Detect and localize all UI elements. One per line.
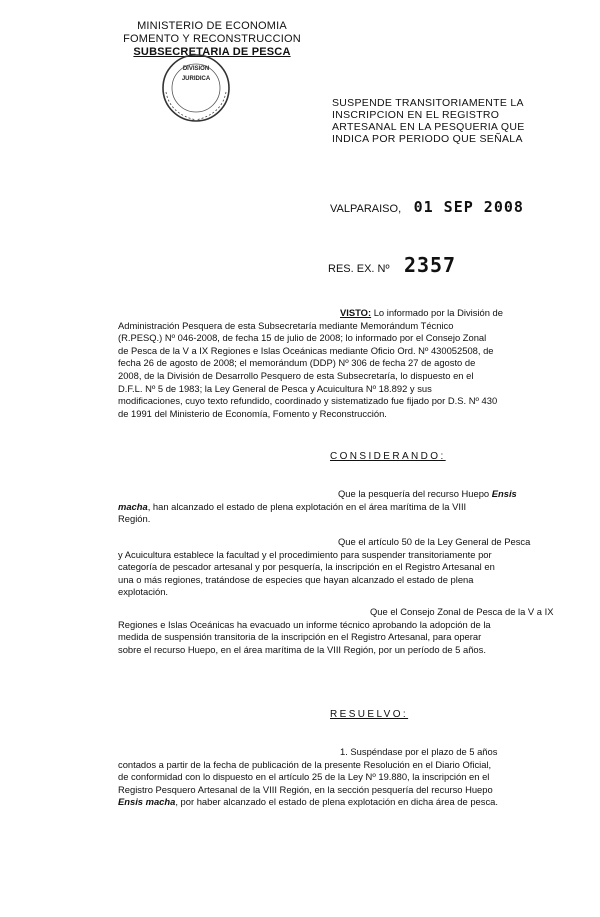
place-name: VALPARAISO,: [330, 203, 402, 215]
species-name: macha: [118, 500, 148, 512]
considerando-heading: CONSIDERANDO:: [330, 451, 446, 462]
considerando-text: y Acuicultura establece la facultad y el procedimiento para suspender transitoriamente por: [118, 548, 492, 560]
resolution-number-line: [328, 253, 456, 277]
resolution-label: RES. EX. Nº: [328, 263, 390, 275]
considerando-text: Región.: [118, 513, 151, 525]
resuelvo-heading: RESUELVO:: [330, 709, 409, 720]
subject-line: INSCRIPCION EN EL REGISTRO: [332, 109, 500, 121]
considerando-paragraph-1: [118, 488, 560, 526]
considerando-text: Regiones e Islas Oceánicas ha evacuado un informe técnico aprobando la adopción de la: [118, 618, 491, 630]
resolution-subject: [332, 97, 558, 145]
considerando-text: Que la pesquería del recurso Huepo: [338, 488, 490, 499]
resuelvo-text: contados a partir de la fecha de publicación de la presente Resolución en el Diario Oficial,: [118, 758, 492, 770]
resuelvo-text: , por haber alcanzado el estado de plena explotación en dicha área de pesca.: [175, 796, 498, 808]
considerando-text: una o más regiones, tratándose de especies que hayan alcanzado el estado de plena: [118, 573, 474, 585]
visto-label: VISTO:: [340, 307, 372, 318]
considerando-text: Que el artículo 50 de la Ley General de Pesca: [338, 536, 531, 547]
visto-text: fecha 26 de agosto de 2008; el memorándum (DDP) Nº 306 de fecha 27 de agosto de: [118, 357, 476, 369]
stamp-seal-icon: [160, 52, 232, 124]
species-name: Ensis: [491, 488, 517, 499]
considerando-text: explotación.: [118, 586, 169, 598]
stamp-top-text: DIVISION: [182, 66, 210, 72]
visto-text: D.F.L. Nº 5 de 1983; la Ley General de Pesca y Acuicultura Nº 18.892 y sus: [118, 382, 432, 394]
resolution-number: 2357: [403, 253, 457, 277]
visto-text: Administración Pesquera de esta Subsecretaría mediante Memorándum Técnico: [118, 319, 454, 331]
visto-text: Lo informado por la División de: [373, 307, 503, 318]
visto-text: modificaciones, cuyo texto refundido, coordinado y sistematizado fue fijado por D.S. Nº 430: [118, 395, 498, 407]
considerando-text: categoría de pescador artesanal y por pesquería, la inscripción en el Registro Artesanal en: [118, 561, 495, 573]
visto-text: de 1991 del Ministerio de Economía, Fomento y Reconstrucción.: [118, 407, 387, 419]
resuelvo-text: Registro Pesquero Artesanal de la VIII Región, en la sección pesquería del recurso Huepo: [118, 783, 493, 795]
considerando-text: , han alcanzado el estado de plena explotación en el área marítima de la VIII: [147, 500, 467, 512]
considerando-text: sobre el recurso Huepo, en el área marítima de la VIII Región, por un período de 5 años.: [118, 643, 486, 655]
considerando-paragraph-2: [118, 536, 560, 599]
resuelvo-text: 1. Suspéndase por el plazo de 5 años: [340, 746, 498, 757]
place-date-line: [330, 198, 570, 217]
division-juridica-stamp: [160, 52, 232, 124]
subject-line: ARTESANAL EN LA PESQUERIA QUE: [332, 121, 525, 133]
species-name: Ensis macha: [118, 796, 176, 808]
resuelvo-text: de conformidad con lo dispuesto en el artículo 25 de la Ley Nº 19.880, la inscripción en el: [118, 771, 490, 783]
visto-paragraph: [118, 307, 560, 420]
ministry-subtitle: FOMENTO Y RECONSTRUCCION: [123, 33, 301, 45]
subject-line: SUSPENDE TRANSITORIAMENTE LA: [332, 97, 524, 109]
ministry-name: MINISTERIO DE ECONOMIA: [137, 20, 287, 32]
visto-text: (R.PESQ.) Nº 046-2008, de fecha 15 de julio de 2008; lo informado por el Consejo Zonal: [118, 332, 487, 344]
considerando-text: medida de suspensión transitoria de la inscripción en el Registro Artesanal, para operar: [118, 631, 482, 643]
subject-line: INDICA POR PERIODO QUE SEÑALA: [332, 133, 523, 145]
visto-text: 2008, de la División de Desarrollo Pesquero de esta Subsecretaría, lo dispuesto en el: [118, 369, 474, 381]
considerando-paragraph-3: [118, 606, 560, 656]
stamp-mid-text: JURIDICA: [181, 76, 211, 82]
resuelvo-paragraph-1: [118, 746, 560, 809]
subsecretaria-name: SUBSECRETARIA DE PESCA: [133, 46, 291, 58]
considerando-text: Que el Consejo Zonal de Pesca de la V a IX: [370, 606, 554, 617]
visto-text: de Pesca de la V a IX Regiones e Islas Oceánicas mediante Oficio Ord. Nº 430052508, de: [118, 344, 494, 356]
date-stamp: 01 SEP 2008: [413, 198, 524, 216]
